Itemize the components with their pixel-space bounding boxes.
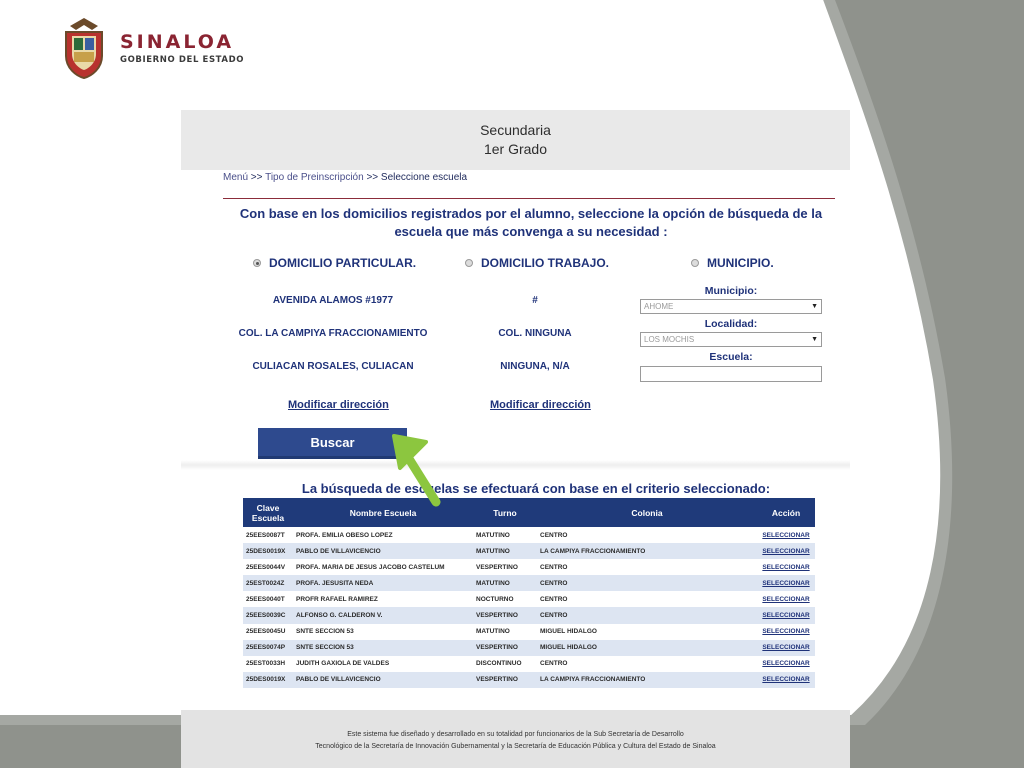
cell-turno: VESPERTINO	[473, 672, 537, 688]
cell-colonia: LA CAMPIYA FRACCIONAMIENTO	[537, 672, 757, 688]
select-school-link[interactable]: SELECCIONAR	[757, 607, 815, 623]
breadcrumb-current: Seleccione escuela	[380, 172, 468, 183]
radio-unchecked-icon[interactable]	[691, 259, 699, 267]
select-school-link[interactable]: SELECCIONAR	[757, 591, 815, 607]
cell-nombre: PROFA. JESUSITA NEDA	[293, 575, 473, 591]
municipio-label: Municipio:	[704, 285, 758, 297]
results-title: La búsqueda de escuelas se efectuará con base en el criterio seleccionado:	[301, 481, 771, 496]
cell-clave: 25EST0033H	[243, 656, 293, 672]
select-school-link[interactable]: SELECCIONAR	[757, 672, 815, 688]
header-grade: 1er Grado	[483, 141, 548, 157]
select-school-link[interactable]: SELECCIONAR	[757, 543, 815, 559]
logo-title: SINALOA	[120, 31, 235, 53]
breadcrumb-separator: >>	[250, 172, 263, 183]
localidad-label: Localidad:	[704, 318, 758, 330]
select-school-link[interactable]: SELECCIONAR	[757, 559, 815, 575]
cell-clave: 25EST0024Z	[243, 575, 293, 591]
table-row	[243, 591, 815, 607]
breadcrumb-menu[interactable]: Menú	[223, 172, 249, 183]
select-school-link[interactable]: SELECCIONAR	[757, 527, 815, 543]
radio-checked-icon[interactable]	[253, 259, 261, 267]
select-school-link[interactable]: SELECCIONAR	[757, 640, 815, 656]
trabajo-address-line2: COL. NINGUNA	[498, 328, 572, 339]
cell-nombre: PABLO DE VILLAVICENCIO	[293, 672, 473, 688]
table-row	[243, 656, 815, 672]
modify-trabajo-address-link[interactable]: Modificar dirección	[490, 399, 591, 411]
cell-clave: 25EES0044V	[243, 559, 293, 575]
option-label: MUNICIPIO.	[707, 256, 774, 270]
cell-nombre: PROFA. MARIA DE JESUS JACOBO CASTELUM	[293, 559, 473, 575]
cell-colonia: CENTRO	[537, 591, 757, 607]
column-header-nombre: Nombre Escuela	[293, 498, 473, 527]
section-divider	[181, 460, 850, 470]
cell-colonia: MIGUEL HIDALGO	[537, 640, 757, 656]
column-header-accion: Acción	[757, 498, 815, 527]
footer-line2: Tecnológico de la Secretaría de Innovación Gubernamental y la Secretaría de Educación Pública y Cultura del Estado de Sinaloa	[315, 743, 716, 750]
cell-turno: MATUTINO	[473, 575, 537, 591]
cell-turno: MATUTINO	[473, 624, 537, 640]
option-domicilio-particular[interactable]	[253, 256, 416, 270]
cell-turno: VESPERTINO	[473, 559, 537, 575]
header-level: Secundaria	[480, 122, 551, 138]
cell-colonia: CENTRO	[537, 607, 757, 623]
sinaloa-logo	[62, 16, 244, 80]
trabajo-address-line3: NINGUNA, N/A	[500, 361, 570, 372]
cell-nombre: PROFA. EMILIA OBESO LOPEZ	[293, 527, 473, 543]
cell-nombre: PROFR RAFAEL RAMIREZ	[293, 591, 473, 607]
radio-unchecked-icon[interactable]	[465, 259, 473, 267]
select-school-link[interactable]: SELECCIONAR	[757, 575, 815, 591]
cell-colonia: CENTRO	[537, 559, 757, 575]
localidad-select[interactable]	[640, 332, 822, 347]
dropdown-arrow-icon: ▼	[811, 303, 818, 310]
dropdown-arrow-icon: ▼	[811, 336, 818, 343]
localidad-value: LOS MOCHIS	[644, 335, 695, 344]
cell-nombre: ALFONSO G. CALDERON V.	[293, 607, 473, 623]
header-divider	[223, 198, 835, 199]
results-table	[243, 498, 815, 688]
table-header-row	[243, 498, 815, 527]
breadcrumb	[223, 172, 467, 183]
cell-nombre: JUDITH GAXIOLA DE VALDES	[293, 656, 473, 672]
cell-colonia: CENTRO	[537, 575, 757, 591]
particular-address-line1: AVENIDA ALAMOS #1977	[272, 295, 394, 306]
table-row	[243, 527, 815, 543]
search-button[interactable]: Buscar	[258, 428, 407, 459]
coat-of-arms-icon	[62, 16, 106, 80]
cell-clave: 25EES0045U	[243, 624, 293, 640]
option-domicilio-trabajo[interactable]	[465, 256, 609, 270]
cell-colonia: MIGUEL HIDALGO	[537, 624, 757, 640]
column-header-clave: Clave Escuela	[243, 498, 293, 527]
cell-clave: 25EES0040T	[243, 591, 293, 607]
annotation-arrow-icon	[386, 432, 448, 508]
table-row	[243, 559, 815, 575]
cell-colonia: CENTRO	[537, 656, 757, 672]
escuela-label: Escuela:	[709, 351, 753, 363]
cell-clave: 25EES0087T	[243, 527, 293, 543]
table-row	[243, 607, 815, 623]
column-header-colonia: Colonia	[537, 498, 757, 527]
municipio-select[interactable]	[640, 299, 822, 314]
municipio-value: AHOME	[644, 302, 674, 311]
select-school-link[interactable]: SELECCIONAR	[757, 624, 815, 640]
option-municipio[interactable]	[691, 256, 774, 270]
cell-clave: 25DES0019X	[243, 672, 293, 688]
table-row	[243, 624, 815, 640]
option-label: DOMICILIO PARTICULAR.	[269, 256, 417, 270]
cell-nombre: PABLO DE VILLAVICENCIO	[293, 543, 473, 559]
cell-turno: MATUTINO	[473, 527, 537, 543]
modify-particular-address-link[interactable]: Modificar dirección	[288, 399, 389, 411]
footer-line1: Este sistema fue diseñado y desarrollado en su totalidad por funcionarios de la Sub Secretaría de Desarrollo	[347, 731, 684, 738]
cell-turno: DISCONTINUO	[473, 656, 537, 672]
cell-turno: VESPERTINO	[473, 640, 537, 656]
cell-turno: MATUTINO	[473, 543, 537, 559]
cell-nombre: SNTE SECCION 53	[293, 624, 473, 640]
table-row	[243, 672, 815, 688]
cell-colonia: LA CAMPIYA FRACCIONAMIENTO	[537, 543, 757, 559]
table-row	[243, 640, 815, 656]
table-row	[243, 575, 815, 591]
instructions-text: Con base en los domicilios registrados por el alumno, seleccione la opción de búsqueda de la escuela que más convenga a su necesidad :	[239, 206, 823, 239]
escuela-input[interactable]	[640, 366, 822, 382]
logo-subtitle: GOBIERNO DEL ESTADO	[120, 55, 245, 65]
select-school-link[interactable]: SELECCIONAR	[757, 656, 815, 672]
particular-address-line2: COL. LA CAMPIYA FRACCIONAMIENTO	[238, 328, 428, 339]
trabajo-address-line1: #	[532, 295, 538, 306]
cell-clave: 25EES0039C	[243, 607, 293, 623]
option-label: DOMICILIO TRABAJO.	[481, 256, 609, 270]
cell-clave: 25EES0074P	[243, 640, 293, 656]
cell-colonia: CENTRO	[537, 527, 757, 543]
breadcrumb-tipo[interactable]: Tipo de Preinscripción	[265, 172, 364, 183]
footer	[181, 710, 850, 768]
cell-turno: NOCTURNO	[473, 591, 537, 607]
particular-address-line3: CULIACAN ROSALES, CULIACAN	[252, 361, 414, 372]
column-header-turno: Turno	[473, 498, 537, 527]
table-row	[243, 543, 815, 559]
cell-clave: 25DES0019X	[243, 543, 293, 559]
cell-turno: VESPERTINO	[473, 607, 537, 623]
page-header	[181, 110, 850, 170]
breadcrumb-separator: >>	[366, 172, 379, 183]
screenshot-panel	[181, 110, 850, 768]
cell-nombre: SNTE SECCION 53	[293, 640, 473, 656]
